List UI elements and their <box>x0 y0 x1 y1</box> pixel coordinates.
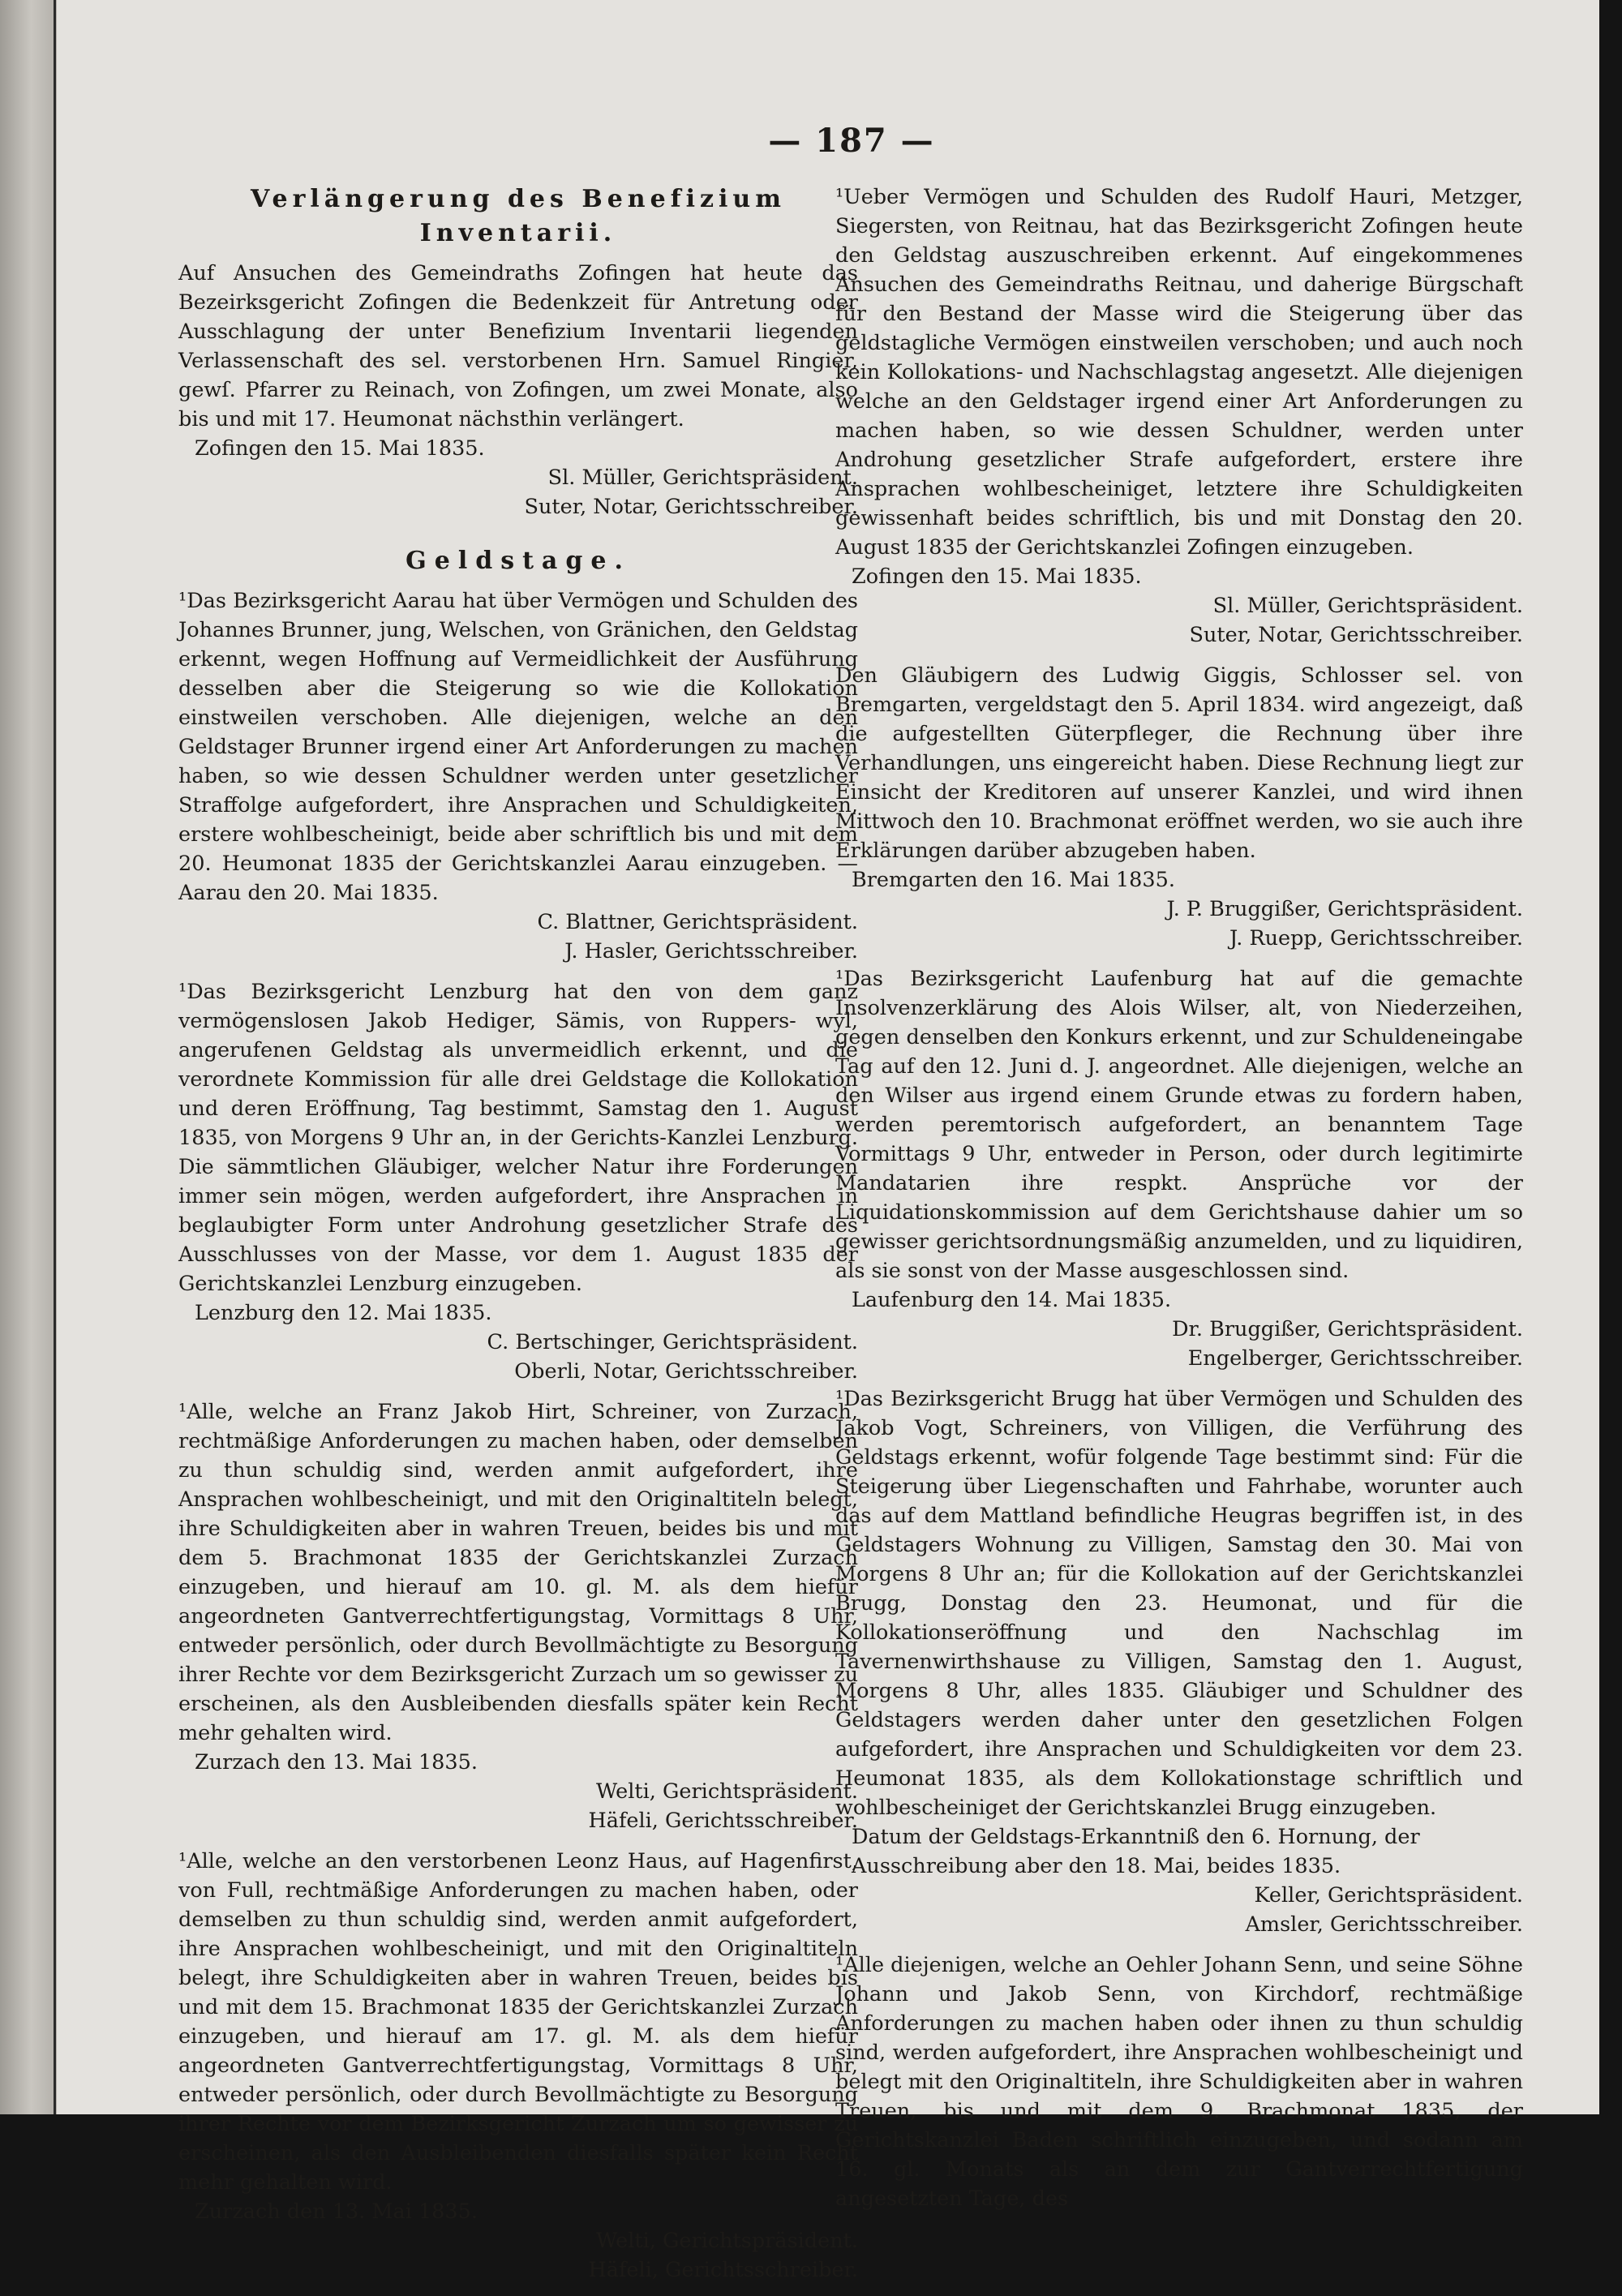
notice-body: Auf Ansuchen des Gemeindraths Zofingen hat heute das Bezeirksgericht Zofingen die Bedenkzeit für Antretung oder Ausschlagung der unter Benefizium Inventarii liegenden Verlassenschaft des sel. verstorbenen Hrn. Samuel Ringier, gewſ. Pfarrer zu Reinach, von Zofingen, um zwei Monate, also bis und mit 17. Heumonat nächsthin verlängert. <box>178 261 858 431</box>
signature-president: Welti, Gerichtspräsident. <box>596 2229 858 2253</box>
signature-president: Sl. Müller, Gerichtspräsident. <box>547 466 858 490</box>
notice-body: ¹Alle, welche an Franz Jakob Hirt, Schreiner, von Zurzach, rechtmäßige Anforderungen zu machen haben, oder demselben zu thun schuldig sind, werden anmit aufgefordert, ihre Ansprachen wohlbescheinigt, und mit den Originaltiteln belegt, ihre Schuldigkeiten aber in wahren Treuen, beides bis und mit dem 5. Brachmonat 1835 der Gerichtskanzlei Zurzach einzugeben, und hierauf am 10. gl. M. als dem hiefür angeordneten Gantverrechtfertigungstag, Vormittags 8 Uhr, entweder persönlich, oder durch Bevollmächtigte zu Besorgung ihrer Rechte vor dem Bezirksgericht Zurzach um so gewisser zu erscheinen, als den Ausbleibenden diesfalls später kein Recht mehr gehalten wird. <box>178 1400 858 1745</box>
left-page-margin <box>0 0 57 2114</box>
signature-president: Keller, Gerichtspräsident. <box>1254 1883 1523 1908</box>
notice-zurzach-hirt <box>178 1397 858 1835</box>
signature-clerk: Engelberger, Gerichtsschreiber. <box>1187 1346 1523 1371</box>
notice-place-date: Zofingen den 15. Mai 1835. <box>852 564 1142 589</box>
document-page <box>57 0 1599 2282</box>
notice-aarau <box>178 586 858 966</box>
section-heading-geldstage: Geldstage. <box>406 547 631 575</box>
notice-body: ¹Ueber Vermögen und Schulden des Rudolf Hauri, Metzger, Siegersten, von Reitnau, hat das Bezirksgericht Zofingen heute den Geldstag auszuschreiben erkennt. Auf eingekommenes Ansuchen des Gemeindraths Reitnau, und daherige Bürgschaft für den Bestand der Masse wird die Steigerung über das geldstagliche Vermögen einstweilen verschoben; und auch noch kein Kollokations- und Nachschlagstag angesetzt. Alle diejenigen welche an den Geldstager irgend einer Art Anforderungen zu machen haben, so wie dessen Schuldner, werden unter Androhung gesetzlicher Strafe aufgefordert, erstere ihre Ansprachen wohlbescheiniget, letztere ihre Schuldigkeiten gewissenhaft beides schriftlich, bis und mit Donstag den 20. August 1835 der Gerichtskanzlei Zofingen einzugeben. <box>835 185 1523 560</box>
notice-place-date: Zurzach den 13. Mai 1835. <box>195 1750 478 1775</box>
signature-president: Sl. Müller, Gerichtspräsident. <box>1212 594 1523 618</box>
notice-lenzburg <box>178 977 858 1386</box>
notice-body: Den Gläubigern des Ludwig Giggis, Schlosser sel. von Bremgarten, vergeldstagt den 5. April 1834. wird angezeigt, daß die aufgestellten Güterpfleger, die Rechnung über ihre Verhandlungen, uns eingereicht haben. Diese Rechnung liegt zur Einsicht der Kreditoren auf unserer Kanzlei, und wird ihnen Mittwoch den 10. Brachmonat eröffnet werden, wo sie auch ihre Erklärungen darüber abzugeben haben. <box>835 663 1523 863</box>
notice-place-date: Zurzach den 13. Mai 1835. <box>195 2199 478 2224</box>
notice-place-date: Datum der Geldstags-Erkanntniß den 6. Hornung, der Ausschreibung aber den 18. Mai, beides 1835. <box>852 1825 1420 1878</box>
signature-clerk: Amsler, Gerichtsschreiber. <box>1245 1912 1523 1937</box>
notice-place-date: Lenzburg den 12. Mai 1835. <box>195 1301 492 1325</box>
signature-clerk: Häfeli, Gerichtsschreiber. <box>588 2258 858 2282</box>
notice-place-date: Bremgarten den 16. Mai 1835. <box>852 868 1175 892</box>
notice-bremgarten <box>835 661 1523 953</box>
signature-president: C. Bertschinger, Gerichtspräsident. <box>487 1330 858 1354</box>
notice-body: ¹Das Bezirksgericht Brugg hat über Vermögen und Schulden des Jakob Vogt, Schreiners, von Villigen, die Verführung des Geldstags erkennt, wofür folgende Tage bestimmt sind: Für die Steigerung über Liegenschaften und Fahrhabe, worunter auch das auf dem Mattland befindliche Heugras begriffen ist, in des Geldstagers Wohnung zu Villigen, Samstag den 30. Mai von Morgens 8 Uhr an; für die Kollokation auf der Gerichtskanzlei Brugg, Donstag den 23. Heumonat, und für die Kollokationseröffnung und den Nachschlag im Tavernenwirthshause zu Villigen, Samstag den 1. August, Morgens 8 Uhr, alles 1835. Gläubiger und Schuldner des Geldstagers werden daher unter den gesetzlichen Folgen aufgefordert, ihre Ansprachen und Schuldigkeiten vor dem 23. Heumonat 1835, als dem Kollokationstage schriftlich und wohlbescheiniget der Gerichtskanzlei Brugg einzugeben. <box>835 1387 1523 1820</box>
signature-clerk: Suter, Notar, Gerichtsschreiber. <box>524 495 858 519</box>
notice-brugg <box>835 1384 1523 1939</box>
notice-reitnau <box>835 182 1523 650</box>
signature-president: Welti, Gerichtspräsident. <box>596 1779 858 1804</box>
left-column <box>178 182 858 2296</box>
section-heading-benefizium: Verlängerung des Benefizium Inventarii. <box>250 185 786 247</box>
signature-clerk: Häfeli, Gerichtsschreiber. <box>588 1809 858 1833</box>
notice-place-date: Zofingen den 15. Mai 1835. <box>195 436 485 461</box>
signature-president: Dr. Bruggißer, Gerichtspräsident. <box>1172 1317 1523 1341</box>
signature-clerk: Suter, Notar, Gerichtsschreiber. <box>1189 623 1523 647</box>
signature-president: C. Blattner, Gerichtspräsident. <box>537 910 858 934</box>
notice-body: ¹Alle, welche an den verstorbenen Leonz Haus, auf Hagenfirst, von Full, rechtmäßige Anforderungen zu machen haben, oder demselben zu thun schuldig sind, werden anmit aufgefordert, ihre Ansprachen wohlbescheinigt, und mit den Originaltiteln belegt, ihre Schuldigkeiten aber in wahren Treuen, beides bis und mit dem 15. Brachmonat 1835 der Gerichtskanzlei Zurzach einzugeben, und hierauf am 17. gl. M. als dem hiefür angeordneten Gantverrechtfertigungstag, Vormittags 8 Uhr, entweder persönlich, oder durch Bevollmächtigte zu Besorgung ihrer Rechte vor dem Bezirksgericht Zurzach um so gewisser zu erscheinen, als den Ausbleibenden diesfalls später kein Recht mehr gehalten wird. <box>178 1849 858 2195</box>
signature-clerk: J. Hasler, Gerichtsschreiber. <box>564 939 858 963</box>
scan-border-right <box>1599 0 1622 2114</box>
page-number: — 187 — <box>768 122 935 160</box>
notice-body: ¹Das Bezirksgericht Aarau hat über Vermögen und Schulden des Johannes Brunner, jung, Welschen, von Gränichen, den Geldstag erkennt, wegen Hoffnung auf Vermeidlichkeit der Ausführung desselben aber die Steigerung so wie die Kollokation einstweilen verschoben. Alle diejenigen, welche an den Geldstager Brunner irgend einer Art Anforderungen zu machen haben, so wie dessen Schuldner werden unter gesetzlicher Straffolge aufgefordert, ihre Ansprachen und Schuldigkeiten, erstere wohlbescheinigt, beide aber schriftlich bis und mit dem 20. Heumonat 1835 der Gerichtskanzlei Aarau einzugeben. — Aarau den 20. Mai 1835. <box>178 589 858 905</box>
notice-body: ¹Das Bezirksgericht Lenzburg hat den von dem ganz vermögenslosen Jakob Hediger, Sämis, von Ruppers- wyl, angerufenen Geldstag als unvermeidlich erkennt, und die verordnete Kommission für alle drei Geldstage die Kollokation und deren Eröffnung, Tag bestimmt, Samstag den 1. August 1835, von Morgens 9 Uhr an, in der Gerichts-Kanzlei Lenzburg. Die sämmtlichen Gläubiger, welcher Natur ihre Forderungen immer sein mögen, werden aufgefordert, ihre Ansprachen in beglaubigter Form unter Androhung gesetzlicher Strafe des Ausschlusses von der Masse, vor dem 1. August 1835 der Gerichtskanzlei Lenzburg einzugeben. <box>178 980 858 1296</box>
notice-place-date: Laufenburg den 14. Mai 1835. <box>852 1288 1172 1312</box>
signature-president: J. P. Bruggißer, Gerichtspräsident. <box>1166 897 1523 921</box>
notice-laufenburg <box>835 964 1523 1373</box>
notice-body: ¹Alle diejenigen, welche an Oehler Johann Senn, und seine Söhne Johann und Jakob Senn, von Kirchdorf, rechtmäßige Anforderungen zu machen haben oder ihnen zu thun schuldig sind, werden aufgefordert, ihre Ansprachen wohlbescheinigt und belegt mit den Originaltiteln, ihre Schuldigkeiten aber in wahren Treuen, bis und mit dem 9. Brachmonat 1835, der Gerichtskanzlei Baden schriftlich einzugeben, und sodann am 16. gl. Monats als an dem zur Gantverrechtfertigung angesetzten Tage, des <box>835 1953 1523 2211</box>
signature-clerk: J. Ruepp, Gerichtsschreiber. <box>1229 926 1523 951</box>
page-fold-line <box>54 0 56 2114</box>
right-column <box>835 182 1523 2225</box>
notice-body: ¹Das Bezirksgericht Laufenburg hat auf die gemachte Insolvenzerklärung des Alois Wilser, alt, von Niederzeihen, gegen denselben den Konkurs erkennt, und zur Schuldeneingabe Tag auf den 12. Juni d. J. angeordnet. Alle diejenigen, welche an den Wilser aus irgend einem Grunde etwas zu fordern haben, werden peremtorisch aufgefordert, an benanntem Tage Vormittags 9 Uhr, entweder in Person, oder durch legitimirte Mandatarien ihre respkt. Ansprüche vor der Liquidationskommission auf dem Gerichtshause dahier um so gewisser gerichtsordnungsmäßig anzumelden, und zu liquidiren, als sie sonst von der Masse ausgeschlossen sind. <box>835 967 1523 1283</box>
notice-zurzach-haus <box>178 1847 858 2285</box>
notice-kirchdorf <box>835 1951 1523 2213</box>
signature-clerk: Oberli, Notar, Gerichtsschreiber. <box>514 1359 858 1384</box>
notice-benefizium <box>178 259 858 521</box>
